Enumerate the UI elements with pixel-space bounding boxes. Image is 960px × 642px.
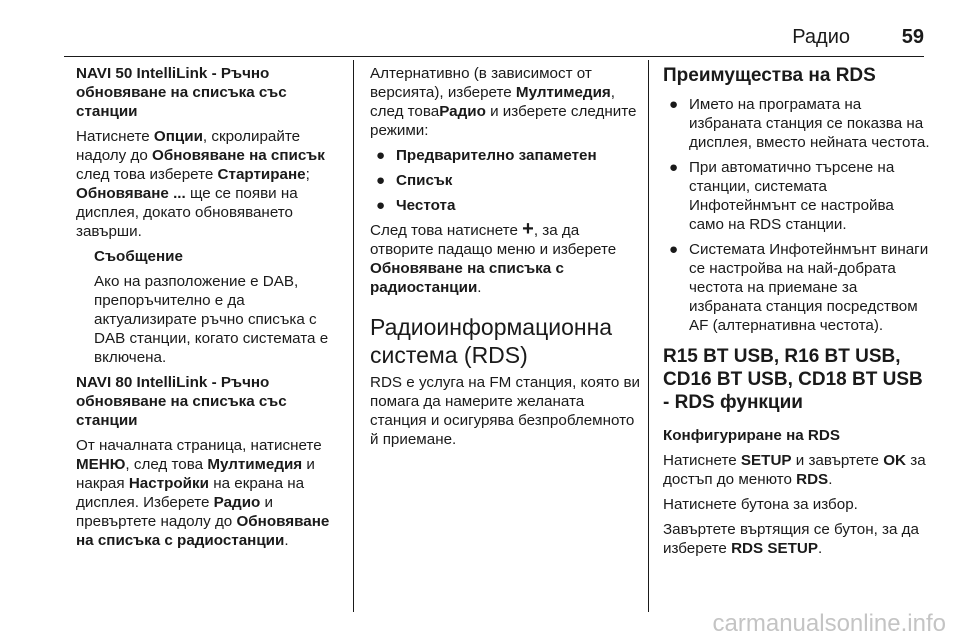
ui-term-start: Стартиране	[217, 166, 306, 183]
bullet-icon: ●	[376, 197, 386, 214]
ui-term-settings: Настройки	[128, 475, 209, 492]
note-box	[94, 247, 348, 367]
ui-term-multimedia-2: Мултимедия	[515, 84, 611, 101]
bullet-icon: ●	[376, 172, 386, 189]
ui-term-ok: OK	[883, 452, 907, 469]
list-item: ● Честота	[376, 197, 456, 214]
subheading-navi80: NAVI 80 IntelliLink - Ръчно обновяване на списъка със станции	[76, 374, 287, 429]
subheading-navi50: NAVI 50 IntelliLink - Ръчно обновяване на списъка със станции	[76, 65, 287, 120]
bullet-icon: ●	[669, 241, 679, 258]
ui-term-update-station-list: Обновяване на списъка с радиостанции	[76, 513, 330, 549]
advantages-list	[663, 95, 933, 335]
subheading-rds-config: Конфигуриране на RDS	[663, 427, 840, 444]
ui-term-radio: Радио	[213, 494, 261, 511]
paragraph-navi50: Натиснете Опции, скролирайте надолу до Обновяване на списък след това изберете Стартиране; Обновяване ... ще се появи на дисплея, докато обновяването завърши.	[76, 128, 325, 240]
column-1	[76, 64, 348, 556]
paragraph-dropdown: След това натиснете +, за да отворите падащо меню и изберете Обновяване на списъка с радиостанции.	[370, 218, 617, 296]
ui-term-update-station-list-2: Обновяване на списъка с радиостанции	[370, 260, 564, 296]
paragraph-rotate: Завъртете въртящия се бутон, за да изберете RDS SETUP.	[663, 521, 919, 557]
paragraph-setup: Натиснете SETUP и завъртете OK за достъп до менюто RDS.	[663, 452, 926, 488]
bullet-icon: ●	[376, 147, 386, 164]
ui-term-menu: МЕНЮ	[76, 456, 126, 473]
list-item: ● Системата Инфотейнмънт винаги се настройва на най-добрата честота на приемане за избраната станция посредством AF (алтернативна честота).	[669, 241, 929, 334]
column-divider-right	[648, 60, 649, 612]
list-item: ● Името на програмата на избраната станция се показва на дисплея, вместо нейната честота.	[669, 96, 930, 151]
plus-icon: +	[522, 218, 534, 240]
ui-term-updating: Обновяване ...	[76, 185, 186, 202]
paragraph-alternative: Алтернативно (в зависимост от версията), изберете Мултимедия, след товаРадио и изберете следните режими:	[370, 65, 637, 139]
list-item: ● Списък	[376, 172, 453, 189]
ui-term-rds: RDS	[796, 471, 829, 488]
page-number: 59	[901, 26, 924, 48]
ui-term-setup: SETUP	[740, 452, 792, 469]
section-title-rds-functions: R15 BT USB, R16 BT USB, CD16 BT USB, CD18 BT USB - RDS функции	[663, 346, 923, 413]
paragraph-rds-intro: RDS е услуга на FM станция, която ви помага да намерите желаната станция и осигурява безпроблемното й приемане.	[370, 374, 641, 448]
column-divider-left	[353, 60, 354, 612]
column-2	[370, 64, 642, 455]
ui-term-update-list: Обновяване на списък	[152, 147, 325, 164]
section-title-rds: Радиоинформационна система (RDS)	[370, 314, 613, 368]
list-item: ● При автоматично търсене на станции, системата Инфотейнмънт се настройва само на RDS станции.	[669, 159, 895, 233]
header-title: Радио	[792, 26, 850, 48]
heading-rds-advantages: Преимущества на RDS	[663, 65, 876, 86]
ui-term-multimedia: Мултимедия	[207, 456, 303, 473]
list-item: ● Предварително запаметен	[376, 147, 597, 164]
ui-term-radio-2: Радио	[439, 103, 486, 120]
header-rule	[64, 56, 924, 57]
watermark: carmanualsonline.info	[712, 610, 946, 637]
mode-list	[370, 146, 642, 215]
bullet-icon: ●	[669, 159, 679, 176]
page-header	[0, 26, 960, 56]
note-title: Съобщение	[94, 248, 183, 265]
column-3	[663, 64, 933, 564]
ui-term-options: Опции	[153, 128, 203, 145]
paragraph-navi80: От началната страница, натиснете МЕНЮ, след това Мултимедия и накрая Настройки на екрана на дисплея. Изберете Радио и превъртете надолу до Обновяване на списъка с радиостанции.	[76, 437, 330, 549]
paragraph-select-button: Натиснете бутона за избор.	[663, 496, 858, 513]
note-text: Ако на разположение е DAB, препоръчително е да актуализирате ръчно списъка с DAB станции, когато системата е включена.	[94, 273, 329, 366]
ui-term-rds-setup: RDS SETUP	[731, 540, 819, 557]
bullet-icon: ●	[669, 96, 679, 113]
